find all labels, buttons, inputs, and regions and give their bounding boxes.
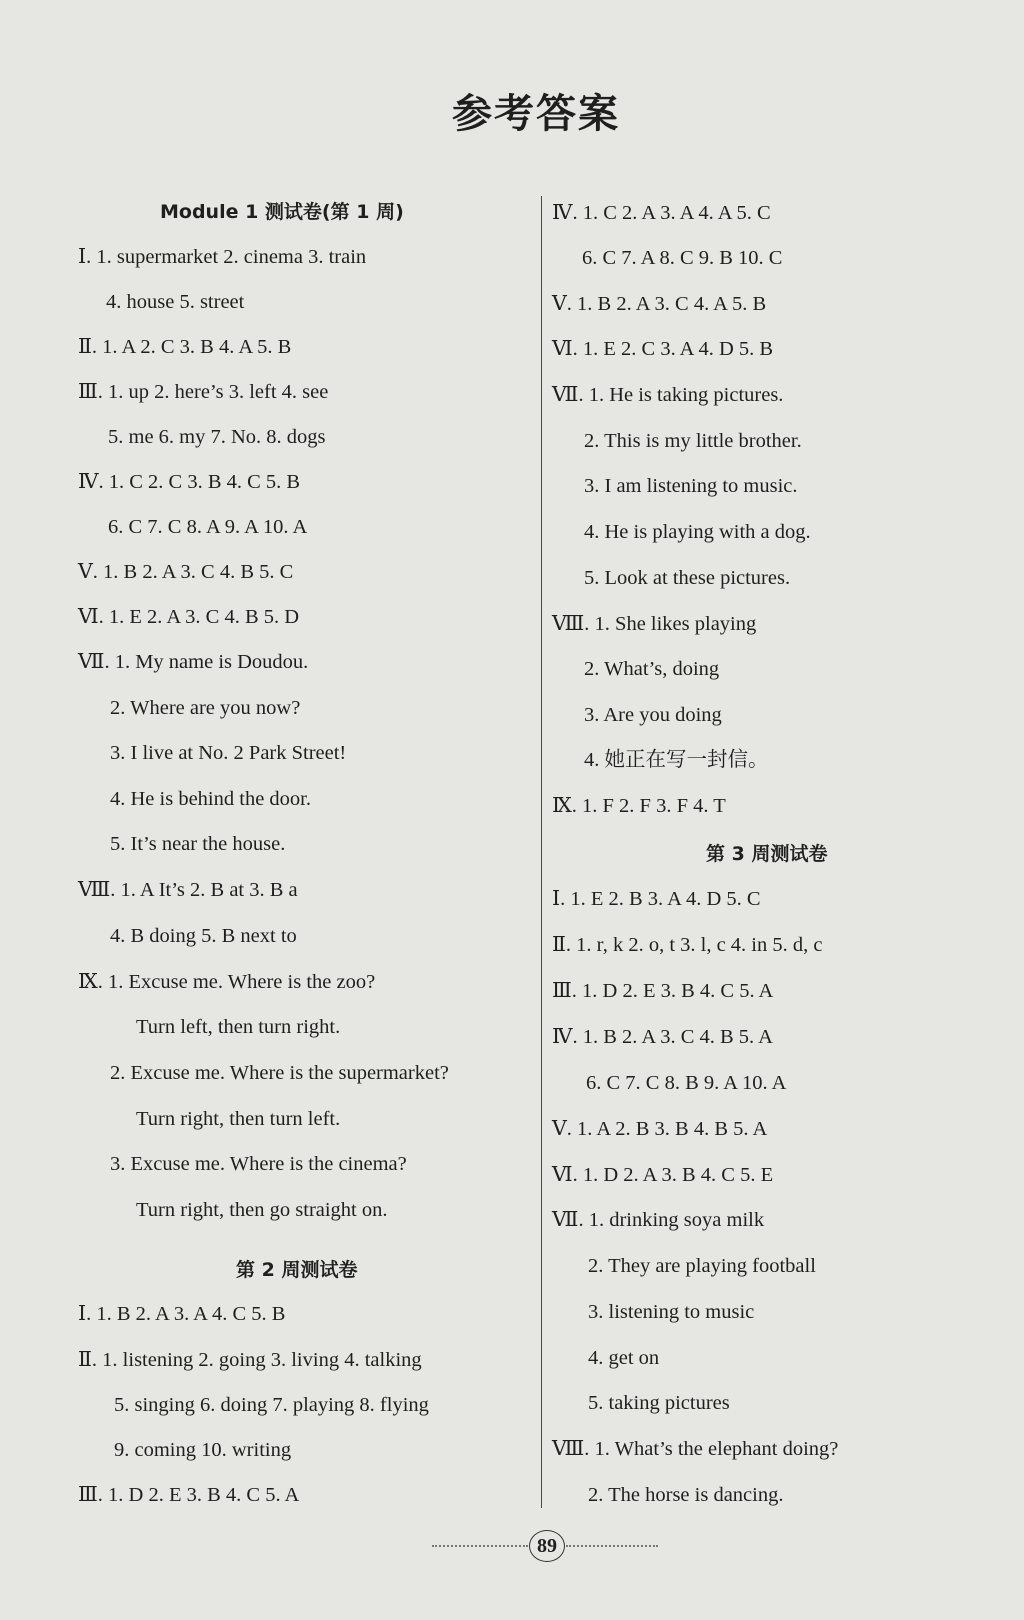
answer-line: 4. He is behind the door.: [110, 788, 311, 810]
answer-line: Ⅳ. 1. C 2. A 3. A 4. A 5. C: [552, 202, 771, 224]
answer-line: Ⅵ. 1. D 2. A 3. B 4. C 5. E: [552, 1164, 774, 1186]
answer-line: Ⅲ. 1. up 2. here’s 3. left 4. see: [78, 381, 329, 403]
answer-line: 6. C 7. C 8. A 9. A 10. A: [108, 516, 308, 538]
page-footer: [0, 1528, 1024, 1564]
footer-dotted-rule-left: [432, 1545, 528, 1547]
page-title: 参考答案: [452, 91, 620, 137]
answer-line: Ⅶ. 1. He is taking pictures.: [552, 384, 784, 406]
answer-line: Ⅰ. 1. B 2. A 3. A 4. C 5. B: [78, 1303, 286, 1325]
answer-line: 3. I live at No. 2 Park Street!: [110, 742, 347, 764]
column-divider: [541, 196, 542, 1508]
answer-line: 5. taking pictures: [588, 1392, 730, 1414]
answer-line: Turn right, then turn left.: [136, 1108, 341, 1130]
answer-line: 2. The horse is dancing.: [588, 1484, 784, 1506]
answer-line: 2. Where are you now?: [110, 697, 301, 719]
answer-line: Ⅲ. 1. D 2. E 3. B 4. C 5. A: [552, 980, 774, 1002]
answer-line: 4. house 5. street: [106, 291, 245, 313]
answer-line: Ⅷ. 1. A It’s 2. B at 3. B a: [78, 879, 298, 901]
answer-line: 9. coming 10. writing: [114, 1439, 292, 1461]
answer-line: 2. They are playing football: [588, 1255, 816, 1277]
answer-line: 5. me 6. my 7. No. 8. dogs: [108, 426, 326, 448]
answer-line: 3. Are you doing: [584, 704, 722, 726]
answer-line: Ⅰ. 1. supermarket 2. cinema 3. train: [78, 246, 367, 268]
answer-line: Ⅵ. 1. E 2. A 3. C 4. B 5. D: [78, 606, 300, 628]
answer-line: Ⅷ. 1. She likes playing: [552, 613, 757, 635]
answer-line: Ⅳ. 1. B 2. A 3. C 4. B 5. A: [552, 1026, 773, 1048]
answer-line: 5. singing 6. doing 7. playing 8. flying: [114, 1394, 429, 1416]
answer-line: Ⅴ. 1. B 2. A 3. C 4. B 5. C: [78, 561, 294, 583]
answer-line: Ⅶ. 1. drinking soya milk: [552, 1209, 765, 1231]
answer-line: 5. It’s near the house.: [110, 833, 286, 855]
answer-line: Ⅱ. 1. r, k 2. o, t 3. l, c 4. in 5. d, c: [552, 934, 823, 956]
answer-line: Ⅰ. 1. E 2. B 3. A 4. D 5. C: [552, 888, 761, 910]
answer-line: 2. Excuse me. Where is the supermarket?: [110, 1062, 449, 1084]
answer-line: Turn left, then turn right.: [136, 1016, 341, 1038]
answer-line: 3. listening to music: [588, 1301, 755, 1323]
answer-line: 4. 她正在写一封信。: [584, 749, 769, 771]
answer-line: 2. What’s, doing: [584, 658, 720, 680]
answer-line: 3. I am listening to music.: [584, 475, 798, 497]
answer-line: Ⅸ. 1. F 2. F 3. F 4. T: [552, 795, 726, 817]
answer-line: Ⅶ. 1. My name is Doudou.: [78, 651, 309, 673]
section-heading-week3: 第 3 周测试卷: [706, 843, 828, 865]
section-heading-module1: Module 1 测试卷(第 1 周): [160, 201, 404, 223]
answer-line: Ⅸ. 1. Excuse me. Where is the zoo?: [78, 971, 376, 993]
answer-line: Ⅵ. 1. E 2. C 3. A 4. D 5. B: [552, 338, 774, 360]
answer-line: 3. Excuse me. Where is the cinema?: [110, 1153, 407, 1175]
answer-line: Ⅱ. 1. A 2. C 3. B 4. A 5. B: [78, 336, 292, 358]
answer-line: 6. C 7. C 8. B 9. A 10. A: [586, 1072, 787, 1094]
answer-line: 5. Look at these pictures.: [584, 567, 791, 589]
footer-dotted-rule-right: [566, 1545, 658, 1547]
answer-line: 2. This is my little brother.: [584, 430, 802, 452]
answer-line: Ⅷ. 1. What’s the elephant doing?: [552, 1438, 839, 1460]
answer-line: Ⅱ. 1. listening 2. going 3. living 4. talking: [78, 1349, 422, 1371]
answer-line: 4. get on: [588, 1347, 660, 1369]
answer-line: 6. C 7. A 8. C 9. B 10. C: [582, 247, 783, 269]
section-heading-week2: 第 2 周测试卷: [236, 1259, 358, 1281]
answer-line: Ⅲ. 1. D 2. E 3. B 4. C 5. A: [78, 1484, 300, 1506]
answer-line: 4. He is playing with a dog.: [584, 521, 811, 543]
answer-line: Ⅴ. 1. A 2. B 3. B 4. B 5. A: [552, 1118, 768, 1140]
answer-line: Ⅴ. 1. B 2. A 3. C 4. A 5. B: [552, 293, 767, 315]
answer-line: Turn right, then go straight on.: [136, 1199, 388, 1221]
page-number: 89: [529, 1530, 565, 1562]
answer-line: 4. B doing 5. B next to: [110, 925, 297, 947]
answer-line: Ⅳ. 1. C 2. C 3. B 4. C 5. B: [78, 471, 301, 493]
